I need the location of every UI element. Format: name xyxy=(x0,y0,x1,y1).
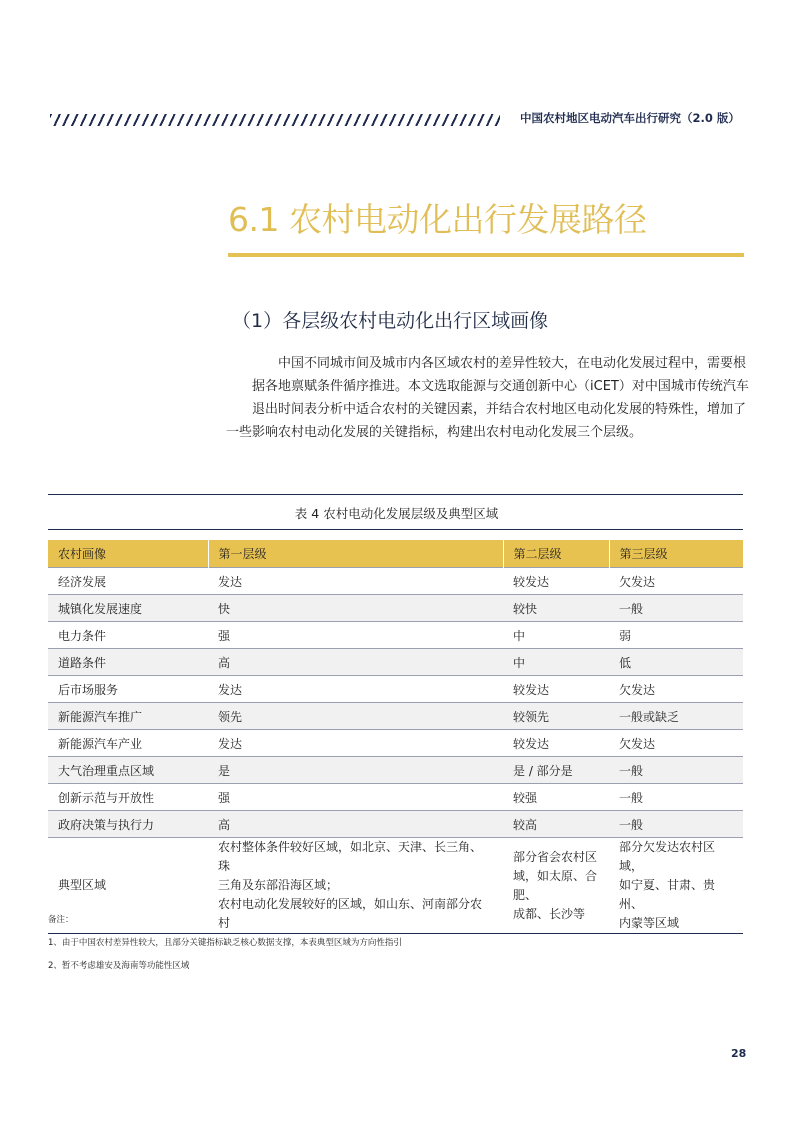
table-cell: 欠发达 xyxy=(609,676,743,703)
table-top-rule xyxy=(48,494,743,495)
table-cell: 大气治理重点区域 xyxy=(48,757,208,784)
table-cell: 一般 xyxy=(609,784,743,811)
table-cell: 低 xyxy=(609,649,743,676)
table-cell: 欠发达 xyxy=(609,730,743,757)
table-cell: 发达 xyxy=(208,730,503,757)
table-cell: 较高 xyxy=(503,811,609,838)
table-cell: 中 xyxy=(503,622,609,649)
table-cell: 较领先 xyxy=(503,703,609,730)
table-row xyxy=(48,811,743,838)
table-cell: 欠发达 xyxy=(609,568,743,595)
header-cell: 第一层级 xyxy=(208,540,503,568)
subsection-heading: （1）各层级农村电动化出行区域画像 xyxy=(232,310,549,332)
table-cell: 发达 xyxy=(208,676,503,703)
cell-line: 内蒙等区域 xyxy=(619,916,680,930)
table-cell: 弱 xyxy=(609,622,743,649)
table-cell: 一般 xyxy=(609,595,743,622)
paragraph-line: 中国不同城市间及城市内各区域农村的差异性较大，在电动化发展过程中，需要根 xyxy=(278,356,747,371)
table-cell: 较发达 xyxy=(503,730,609,757)
table-row xyxy=(48,784,743,811)
header-cell: 第三层级 xyxy=(609,540,743,568)
cell-line: 农村整体条件较好区域，如北京、天津、长三角、珠 xyxy=(218,840,483,873)
table-row xyxy=(48,730,743,757)
cell-line: 如宁夏、甘肃、贵州、 xyxy=(619,878,716,911)
table-cell: 较发达 xyxy=(503,676,609,703)
table-cell: 高 xyxy=(208,811,503,838)
table-cell: 典型区域 xyxy=(48,838,208,934)
table-cell: 较快 xyxy=(503,595,609,622)
document-title: 中国农村地区电动汽车出行研究（2.0 版） xyxy=(520,111,740,125)
notes-heading: 备注： xyxy=(48,915,74,925)
cell-line: 域，如太原、合肥、 xyxy=(513,868,598,902)
table-cell: 新能源汽车产业 xyxy=(48,730,208,757)
section-title: 6.1 农村电动化出行发展路径 xyxy=(228,200,647,239)
table-row xyxy=(48,703,743,730)
table-header-row xyxy=(48,540,743,568)
page-number: 28 xyxy=(731,1047,747,1060)
table-cell: 城镇化发展速度 xyxy=(48,595,208,622)
table-row xyxy=(48,757,743,784)
header-hatch-decoration xyxy=(50,114,500,126)
table-caption: 表 4 农村电动化发展层级及典型区域 xyxy=(294,506,499,521)
paragraph-line: 据各地禀赋条件循序推进。本文选取能源与交通创新中心（iCET）对中国城市传统汽车 xyxy=(252,379,749,394)
table-cell xyxy=(609,838,743,934)
table-cell: 电力条件 xyxy=(48,622,208,649)
table-cell: 道路条件 xyxy=(48,649,208,676)
body-paragraph xyxy=(226,352,749,444)
note-item: 1、由于中国农村差异性较大，且部分关键指标缺乏核心数据支撑，本表典型区域为方向性指引 xyxy=(48,938,402,948)
table-row-typical-regions xyxy=(48,838,743,934)
cell-line: 部分省会农村区 xyxy=(513,849,598,864)
header-cell: 农村画像 xyxy=(48,540,208,568)
table-cell: 强 xyxy=(208,622,503,649)
note-item: 2、暂不考虑雄安及海南等功能性区域 xyxy=(48,961,190,971)
paragraph-line: 一些影响农村电动化发展的关键指标，构建出农村电动化发展三个层级。 xyxy=(226,425,643,440)
tier-table xyxy=(48,540,743,934)
table-row xyxy=(48,676,743,703)
table-cell: 一般 xyxy=(609,811,743,838)
table-caption-rule xyxy=(48,529,743,530)
table-cell: 高 xyxy=(208,649,503,676)
table-cell: 一般或缺乏 xyxy=(609,703,743,730)
table-cell xyxy=(503,838,609,934)
table-cell: 后市场服务 xyxy=(48,676,208,703)
table-cell: 领先 xyxy=(208,703,503,730)
table-cell: 政府决策与执行力 xyxy=(48,811,208,838)
header-cell: 第二层级 xyxy=(503,540,609,568)
paragraph-line: 退出时间表分析中适合农村的关键因素，并结合农村地区电动化发展的特殊性，增加了 xyxy=(252,402,747,417)
table-cell: 快 xyxy=(208,595,503,622)
table-cell: 中 xyxy=(503,649,609,676)
table-cell: 一般 xyxy=(609,757,743,784)
table-cell: 较发达 xyxy=(503,568,609,595)
cell-line: 成都、长沙等 xyxy=(513,906,586,921)
table-cell: 发达 xyxy=(208,568,503,595)
cell-line: 部分欠发达农村区域， xyxy=(619,840,716,873)
cell-line: 农村电动化发展较好的区域，如山东、河南部分农村 xyxy=(218,897,483,930)
table-cell: 创新示范与开放性 xyxy=(48,784,208,811)
table-cell: 是 / 部分是 xyxy=(503,757,609,784)
table-cell: 较强 xyxy=(503,784,609,811)
table-cell xyxy=(208,838,503,934)
section-divider xyxy=(228,253,744,257)
table-row xyxy=(48,568,743,595)
table-cell: 是 xyxy=(208,757,503,784)
table-row xyxy=(48,595,743,622)
table-cell: 经济发展 xyxy=(48,568,208,595)
table-row xyxy=(48,649,743,676)
table-cell: 强 xyxy=(208,784,503,811)
table-cell: 新能源汽车推广 xyxy=(48,703,208,730)
cell-line: 三角及东部沿海区域； xyxy=(218,878,339,892)
table-row xyxy=(48,622,743,649)
